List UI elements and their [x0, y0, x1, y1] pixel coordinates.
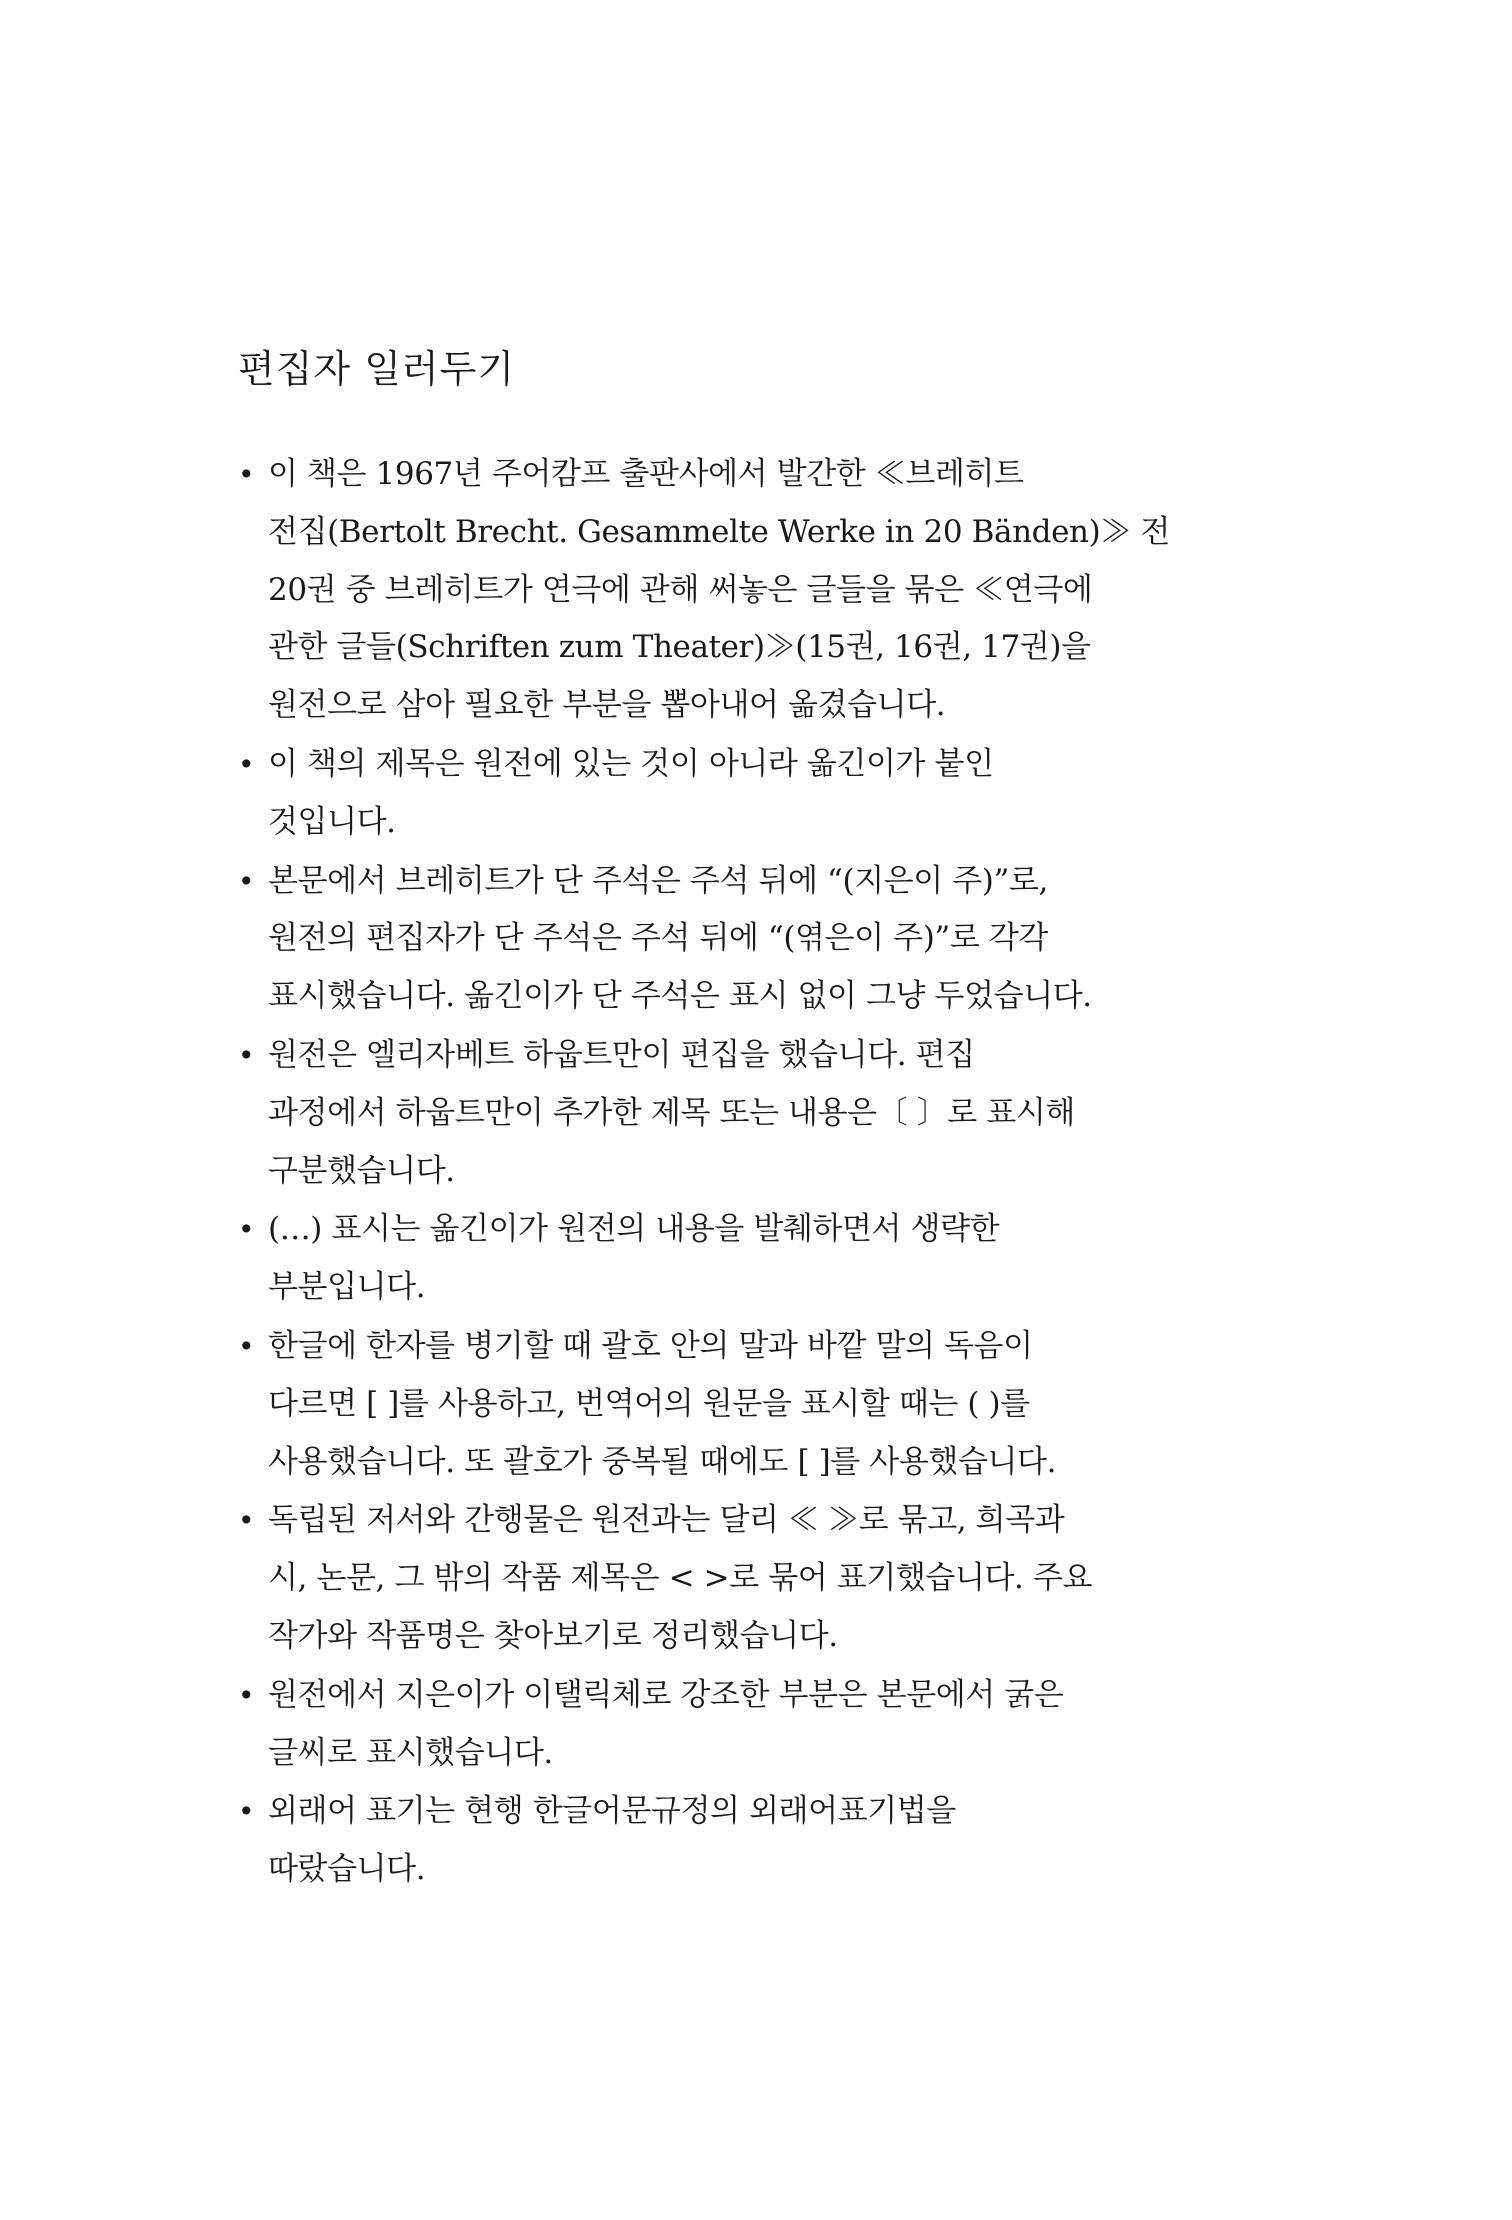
note-line: 글씨로 표시했습니다.	[268, 1734, 553, 1771]
notes-list	[238, 446, 1238, 1900]
bullet-point: •	[238, 1038, 255, 1072]
note-line: 따랐습니다.	[268, 1851, 426, 1888]
note-item	[238, 1492, 1238, 1665]
note-item	[238, 1318, 1238, 1491]
bullet-point: •	[238, 1329, 255, 1363]
note-line: 다르면 [ ]를 사용하고, 번역어의 원문을 표시할 때는 ( )를	[268, 1385, 1030, 1422]
bullet-point: •	[238, 1678, 255, 1712]
note-line: 전집(Bertolt Brecht. Gesammelte Werke in 20 Bänden)≫ 전	[268, 513, 1170, 550]
bullet-point: •	[238, 747, 255, 781]
note-line: (…) 표시는 옮긴이가 원전의 내용을 발췌하면서 생략한	[268, 1211, 1000, 1248]
note-line: 한글에 한자를 병기할 때 괄호 안의 말과 바깥 말의 독음이	[268, 1327, 1033, 1364]
note-item	[238, 1027, 1238, 1200]
page-title: 편집자 일러두기	[238, 347, 516, 391]
note-line: 시, 논문, 그 밖의 작품 제목은 < >로 묶어 표기했습니다. 주요	[268, 1560, 1093, 1597]
note-item	[238, 1667, 1238, 1783]
note-line: 표시했습니다. 옮긴이가 단 주석은 표시 없이 그냥 두었습니다.	[268, 978, 1092, 1015]
note-line: 원전은 엘리자베트 하웁트만이 편집을 했습니다. 편집	[268, 1036, 975, 1073]
note-line: 20권 중 브레히트가 연극에 관해 써놓은 글들을 묶은 ≪연극에	[268, 571, 1093, 608]
note-item	[238, 1201, 1238, 1317]
note-line: 원전에서 지은이가 이탤릭체로 강조한 부분은 본문에서 굵은	[268, 1676, 1064, 1713]
note-line: 외래어 표기는 현행 한글어문규정의 외래어표기법을	[268, 1793, 956, 1830]
note-line: 구분했습니다.	[268, 1152, 455, 1189]
note-line: 작가와 작품명은 찾아보기로 정리했습니다.	[268, 1617, 838, 1654]
note-line: 부분입니다.	[268, 1269, 426, 1306]
note-item	[238, 1783, 1238, 1899]
note-line: 본문에서 브레히트가 단 주석은 주석 뒤에 “(지은이 주)”로,	[268, 862, 1048, 899]
note-line: 이 책은 1967년 주어캄프 출판사에서 발간한 ≪브레히트	[268, 456, 1024, 492]
bullet-point: •	[238, 864, 255, 898]
note-line: 것입니다.	[268, 803, 396, 840]
bullet-point: •	[238, 1213, 255, 1247]
note-line: 원전의 편집자가 단 주석은 주석 뒤에 “(엮은이 주)”로 각각	[268, 920, 1048, 957]
note-item	[238, 446, 1238, 735]
bullet-point: •	[238, 1795, 255, 1829]
note-line: 사용했습니다. 또 괄호가 중복될 때에도 [ ]를 사용했습니다.	[268, 1443, 1057, 1480]
note-item	[238, 853, 1238, 1026]
bullet-point: •	[238, 458, 255, 491]
bullet-point: •	[238, 1504, 255, 1538]
note-line: 원전으로 삼아 필요한 부분을 뽑아내어 옮겼습니다.	[268, 687, 946, 724]
note-line: 이 책의 제목은 원전에 있는 것이 아니라 옮긴이가 붙인	[268, 745, 994, 782]
note-line: 독립된 저서와 간행물은 원전과는 달리 ≪ ≫로 묶고, 희곡과	[268, 1502, 1065, 1539]
note-item	[238, 736, 1238, 852]
note-line: 과정에서 하웁트만이 추가한 제목 또는 내용은〔 〕로 표시해	[268, 1094, 1075, 1131]
note-line: 관한 글들(Schriften zum Theater)≫(15권, 16권, 17권)을	[268, 629, 1091, 666]
